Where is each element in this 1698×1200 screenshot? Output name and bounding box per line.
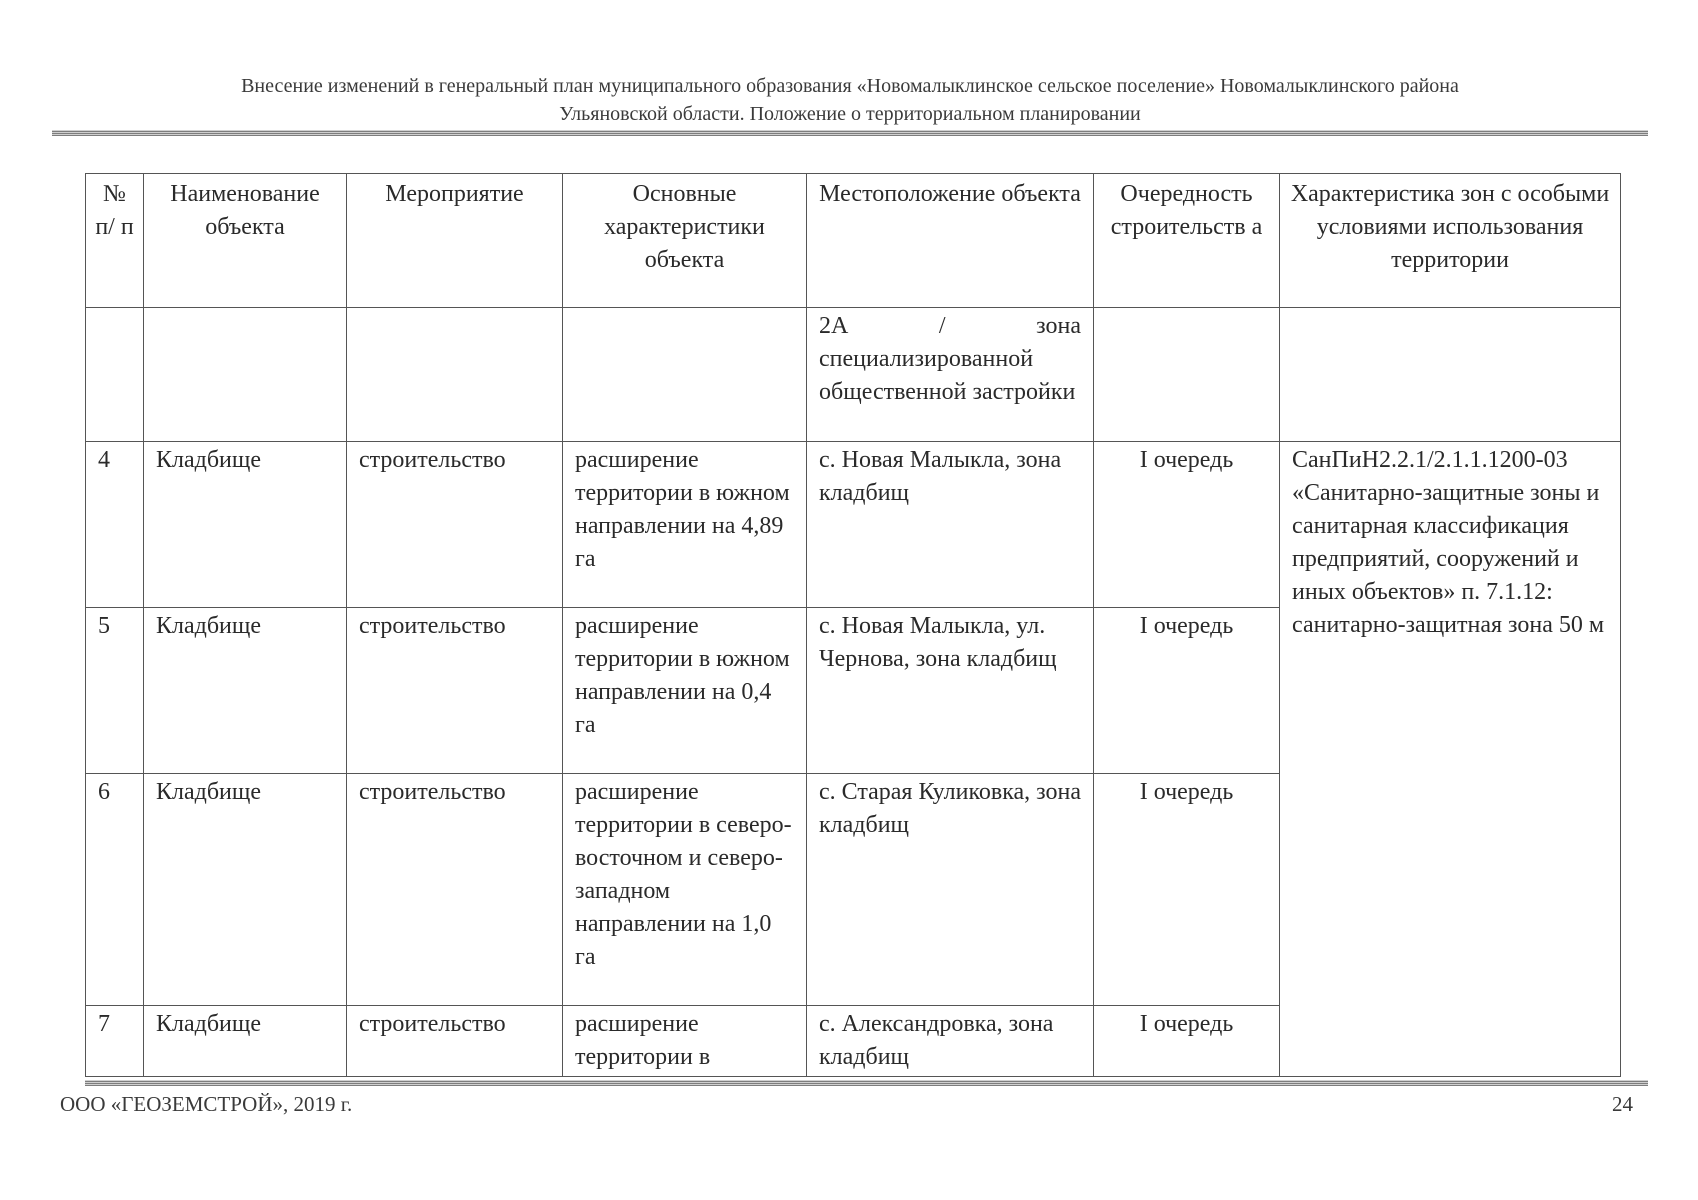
col-header-action: Мероприятие <box>347 174 563 308</box>
row-location: с. Новая Малыкла, ул. Чернова, зона кладбищ <box>807 608 1094 774</box>
row-name: Кладбище <box>144 1006 347 1077</box>
col-header-location: Местоположение объекта <box>807 174 1094 308</box>
row-chars: расширение территории в <box>563 1006 807 1077</box>
table-header-row <box>86 174 1621 308</box>
col-header-num: № п/ п <box>86 174 144 308</box>
footer-company: ООО «ГЕОЗЕМСТРОЙ», 2019 г. <box>60 1092 353 1116</box>
row-location: с. Старая Куликовка, зона кладбищ <box>807 774 1094 1006</box>
row-action: строительство <box>347 442 563 608</box>
row-action: строительство <box>347 608 563 774</box>
row-num: 7 <box>86 1006 144 1077</box>
row-stage: I очередь <box>1094 608 1280 774</box>
row-num: 4 <box>86 442 144 608</box>
col-header-name: Наименование объекта <box>144 174 347 308</box>
row-num: 6 <box>86 774 144 1006</box>
col-header-chars: Основные характеристики объекта <box>563 174 807 308</box>
table-row <box>86 442 1621 608</box>
page-number: 24 <box>1612 1092 1633 1116</box>
zone-characteristics: СанПиН2.2.1/2.1.1.1200-03 «Санитарно-защитные зоны и санитарная классификация предприятий, сооружений и иных объектов» п. 7.1.12: санитарно-защитная зона 50 м <box>1280 442 1621 1077</box>
continuation-location: 2А / зона специализированной общественной застройки <box>807 308 1094 442</box>
row-chars: расширение территории в южном направлении на 4,89 га <box>563 442 807 608</box>
row-stage: I очередь <box>1094 442 1280 608</box>
row-location: с. Александровка, зона кладбищ <box>807 1006 1094 1077</box>
document-header <box>100 72 1600 128</box>
col-header-stage: Очередность строительств а <box>1094 174 1280 308</box>
row-location: с. Новая Малыкла, зона кладбищ <box>807 442 1094 608</box>
header-line-1: Внесение изменений в генеральный план муниципального образования «Новомалыклинское сельское поселение» Новомалыклинского района <box>241 75 1459 97</box>
row-num: 5 <box>86 608 144 774</box>
row-chars: расширение территории в северо-восточном и северо-западном направлении на 1,0 га <box>563 774 807 1006</box>
planning-table <box>85 173 1621 1077</box>
row-name: Кладбище <box>144 774 347 1006</box>
row-stage: I очередь <box>1094 774 1280 1006</box>
table-row-continuation <box>86 308 1621 442</box>
row-stage: I очередь <box>1094 1006 1280 1077</box>
header-rule <box>52 130 1648 136</box>
footer-rule <box>85 1080 1648 1086</box>
row-action: строительство <box>347 1006 563 1077</box>
row-name: Кладбище <box>144 608 347 774</box>
col-header-zone: Характеристика зон с особыми условиями использования территории <box>1280 174 1621 308</box>
row-chars: расширение территории в южном направлении на 0,4 га <box>563 608 807 774</box>
row-name: Кладбище <box>144 442 347 608</box>
header-line-2: Ульяновской области. Положение о территориальном планировании <box>559 103 1141 125</box>
row-action: строительство <box>347 774 563 1006</box>
